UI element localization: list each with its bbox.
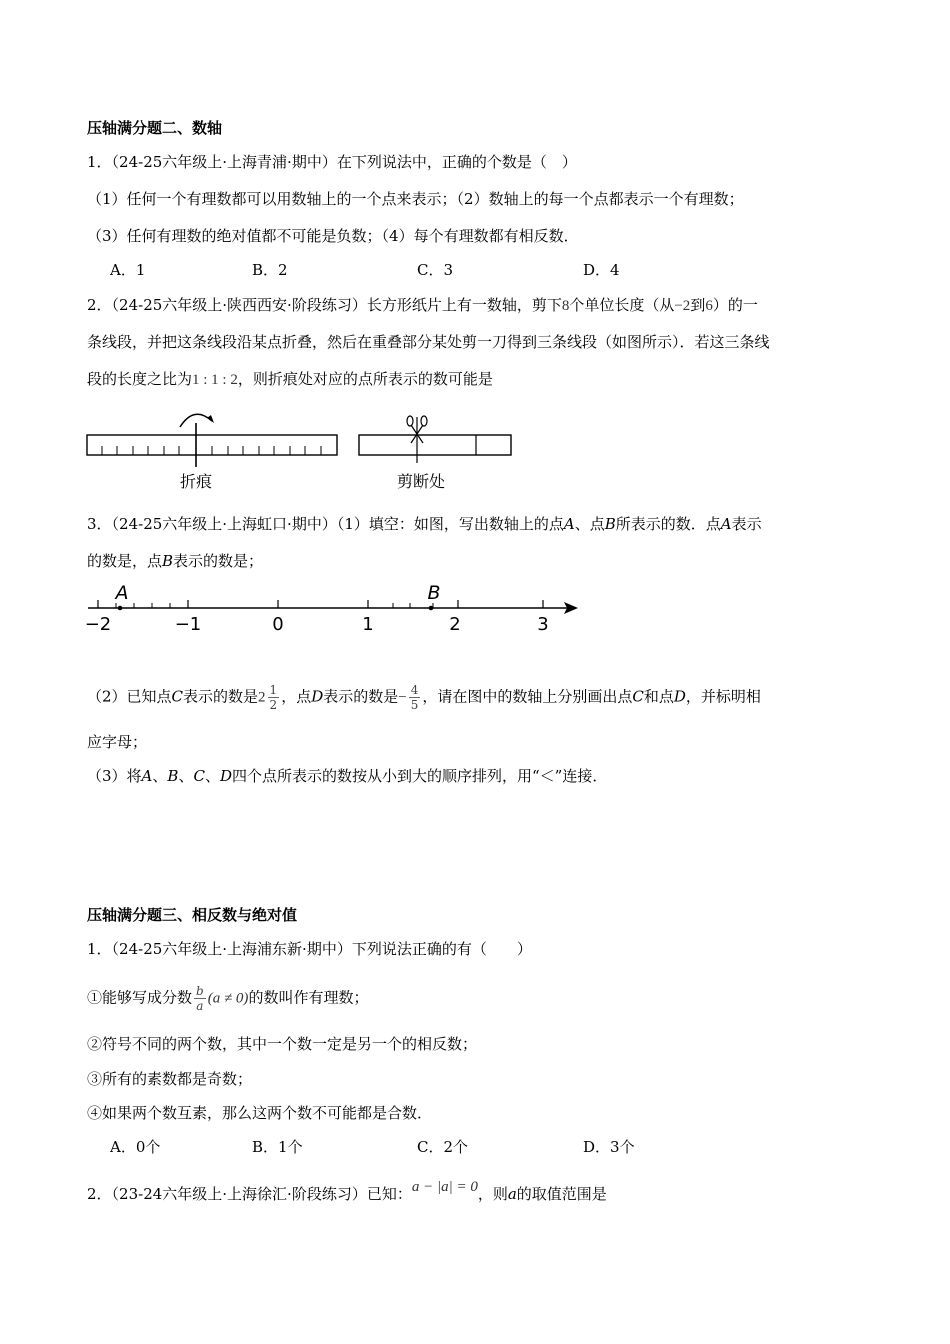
tick-label: −1 <box>174 614 202 635</box>
d-numerator: 4 <box>410 683 419 697</box>
q2-3-text: 、 <box>204 767 220 785</box>
to-value: 6 <box>705 298 713 314</box>
q2-3-text: 所表示的数．点 <box>615 515 721 533</box>
q2-3-text: 表示 <box>731 515 762 533</box>
ratio-value: 1 : 1 : 2 <box>192 372 238 388</box>
q2-2-line-3 <box>87 369 493 390</box>
q2-3-stem <box>87 514 762 534</box>
cut-label: 剪断处 <box>396 472 446 491</box>
point-b-ref: B <box>162 552 174 570</box>
point-b-dot <box>429 606 434 611</box>
number-line <box>80 580 590 640</box>
variable-a: a <box>507 1185 517 1203</box>
option-c[interactable]: C．2个 <box>417 1138 469 1156</box>
scissors-icon <box>407 416 427 463</box>
q2-2-text: ，则折痕处对应的点所表示的数可能是 <box>237 370 493 388</box>
q2-3-part-2 <box>87 683 761 712</box>
from-value: −2 <box>674 298 691 314</box>
q3-2-text: 2．（23-24六年级上·上海徐汇·阶段练习）已知： <box>87 1185 412 1203</box>
tick-label: 2 <box>449 614 461 635</box>
tick-label: 3 <box>537 614 549 635</box>
point-a-ref: A <box>563 515 575 533</box>
frac-denominator: a <box>196 999 204 1013</box>
q2-3-text: 四个点所表示的数按从小到大的顺序排列，用“＜”连接． <box>231 767 608 785</box>
fold-label: 折痕 <box>179 472 213 491</box>
option-b[interactable]: B．2 <box>252 261 288 279</box>
point-a-dot <box>118 606 123 611</box>
q3-1-stem: 1．（24-25六年级上·上海浦东新·期中）下列说法正确的有（ ） <box>87 940 532 958</box>
point-a-ref: A <box>720 515 732 533</box>
q3-1-statement-1 <box>87 984 368 1013</box>
c-denominator: 2 <box>269 698 278 712</box>
condition: (a ≠ 0) <box>207 990 249 1007</box>
q2-3-text: ，点 <box>281 687 312 706</box>
q2-2-text: 到 <box>690 296 706 314</box>
strip-ticks <box>102 446 321 455</box>
tick-labels <box>85 614 549 635</box>
q2-1-stem: 1．（24-25六年级上·上海青浦·期中）在下列说法中，正确的个数是（ ） <box>87 153 577 171</box>
q2-3-line-2 <box>87 551 263 571</box>
point-a-ref: A <box>141 767 153 785</box>
q3-1-text: ①能够写成分数 <box>87 988 193 1007</box>
q2-3-text: 表示的数是 <box>323 687 399 706</box>
q2-3-text: 、 <box>178 767 194 785</box>
q2-3-text: 3．（24-25六年级上·上海虹口·期中）（1）填空：如图，写出数轴上的点 <box>87 515 564 533</box>
d-fraction <box>409 683 421 712</box>
point-d-ref: D <box>219 767 232 785</box>
q2-3-text: 表示的数是； <box>173 552 264 570</box>
q2-3-text: 的数是，点 <box>87 552 163 570</box>
d-sign: − <box>398 689 407 706</box>
q2-1-statement-3-4: （3）任何有理数的绝对值都不可能是负数；（4）每个有理数都有相反数． <box>87 227 579 245</box>
q3-2-text: 的取值范围是 <box>516 1185 607 1203</box>
point-d-ref: D <box>311 687 324 706</box>
q2-3-part-3 <box>87 766 607 786</box>
point-c-ref: C <box>193 767 205 785</box>
major-ticks <box>98 600 543 608</box>
point-a-label: A <box>115 582 129 604</box>
section-2-title: 压轴满分题二、数轴 <box>87 119 223 137</box>
q3-1-text: 的数叫作有理数； <box>248 988 369 1007</box>
section-3-title: 压轴满分题三、相反数与绝对值 <box>87 906 298 924</box>
q2-3-text: 、点 <box>574 515 605 533</box>
expression: a − |a| = 0 <box>411 1179 478 1195</box>
option-d[interactable]: D．4 <box>583 261 620 279</box>
q2-3-text: ，并标明相 <box>685 687 761 706</box>
q3-2-text: ，则 <box>477 1185 508 1203</box>
point-b-ref: B <box>604 515 616 533</box>
tick-label: −2 <box>84 614 112 635</box>
option-a[interactable]: A．0个 <box>110 1138 161 1156</box>
q2-2-text: 个单位长度（从 <box>569 296 675 314</box>
minor-ticks <box>116 603 433 608</box>
point-c-ref: C <box>632 687 644 706</box>
q2-3-text: （2）已知点 <box>87 687 172 706</box>
q2-3-text: ，请在图中的数轴上分别画出点 <box>422 687 633 706</box>
option-d[interactable]: D．3个 <box>583 1138 635 1156</box>
option-b[interactable]: B．1个 <box>252 1138 303 1156</box>
q3-1-statement-4: ④如果两个数互素，那么这两个数不可能都是合数． <box>87 1104 433 1122</box>
fold-arrowhead-icon <box>207 415 214 423</box>
folded-strip <box>359 435 511 455</box>
point-c-ref: C <box>171 687 184 706</box>
length-value: 8 <box>561 298 570 314</box>
q3-1-statement-3: ③所有的素数都是奇数； <box>87 1070 253 1088</box>
c-fraction <box>268 683 280 712</box>
fold-cut-figure <box>80 405 520 500</box>
q3-2-stem <box>87 1179 607 1205</box>
q2-2-line-2: 条线段，并把这条线段沿某点折叠，然后在重叠部分某处剪一刀得到三条线段（如图所示）．若这三条线 <box>87 333 770 351</box>
q2-3-text: 表示的数是 <box>183 687 259 706</box>
d-denominator: 5 <box>410 698 419 712</box>
frac-numerator: b <box>196 984 204 998</box>
q2-2-text: 段的长度之比为 <box>87 370 193 388</box>
q2-3-text: 、 <box>152 767 168 785</box>
point-d-ref: D <box>673 687 686 706</box>
c-whole: 2 <box>258 689 266 706</box>
tick-label: 0 <box>272 614 284 635</box>
c-numerator: 1 <box>269 683 278 697</box>
q2-2-text: ）的一 <box>712 296 758 314</box>
q2-2-stem <box>87 295 758 316</box>
q2-3-part-2-line-2: 应字母； <box>87 733 148 751</box>
option-a[interactable]: A．1 <box>110 261 146 279</box>
q2-1-statement-1-2: （1）任何一个有理数都可以用数轴上的一个点来表示；（2）数轴上的每一个点都表示一个有理数； <box>87 190 744 208</box>
b-over-a-fraction <box>194 984 206 1013</box>
q2-3-text: （3）将 <box>87 767 142 785</box>
q2-3-text: 和点 <box>643 687 674 706</box>
q3-1-statement-2: ②符号不同的两个数，其中一个数一定是另一个的相反数； <box>87 1035 478 1053</box>
q2-2-text: 2．（24-25六年级上·陕西西安·阶段练习）长方形纸片上有一数轴，剪下 <box>87 296 562 314</box>
tick-label: 1 <box>362 614 374 635</box>
option-c[interactable]: C．3 <box>417 261 454 279</box>
point-b-ref: B <box>167 767 179 785</box>
point-b-label: B <box>427 582 441 604</box>
